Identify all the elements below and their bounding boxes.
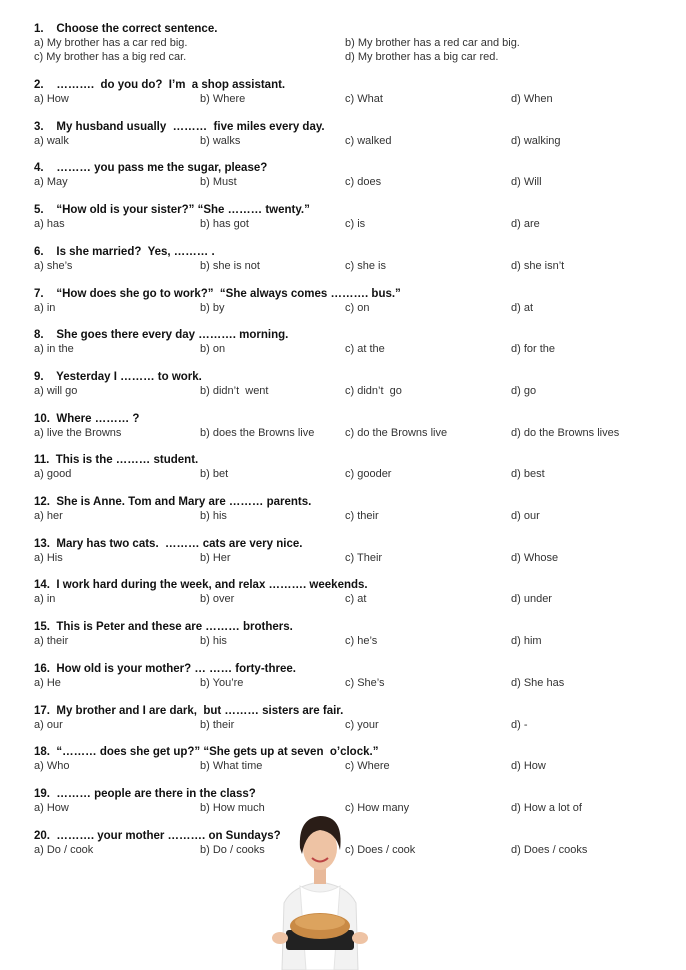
answer-option: b) walks bbox=[200, 134, 241, 147]
answer-option: c) gooder bbox=[345, 468, 392, 481]
question-text: 12. She is Anne. Tom and Mary are ……… parents. bbox=[34, 496, 312, 508]
answer-option: c) is bbox=[345, 218, 366, 231]
answer-option: d) Will bbox=[511, 176, 542, 189]
answer-option: d) Whose bbox=[511, 551, 559, 564]
answer-option: a) in bbox=[34, 301, 56, 314]
answer-option: b) has got bbox=[200, 218, 249, 231]
answer-option: d) do the Browns lives bbox=[511, 426, 620, 439]
answer-option: c) your bbox=[345, 718, 379, 731]
answer-option: d) are bbox=[511, 218, 540, 231]
question-text: 1. Choose the correct sentence. bbox=[34, 23, 218, 35]
answer-option: b) My brother has a red car and big. bbox=[345, 37, 520, 49]
answer-option: d) Does / cooks bbox=[511, 843, 588, 856]
answer-option: b) over bbox=[200, 593, 235, 606]
answer-option: d) our bbox=[511, 510, 540, 522]
answer-option: c) at the bbox=[345, 343, 385, 356]
answer-option: a) good bbox=[34, 468, 72, 481]
answer-option: a) in the bbox=[34, 343, 74, 356]
answer-option: a) has bbox=[34, 218, 65, 231]
answer-option: b) does the Browns live bbox=[200, 426, 315, 439]
answer-option: c) Where bbox=[345, 760, 390, 773]
answer-option: d) - bbox=[511, 718, 528, 731]
answer-option: d) him bbox=[511, 635, 542, 648]
answer-option: a) His bbox=[34, 551, 63, 564]
question-text: 15. This is Peter and these are ……… brothers. bbox=[34, 621, 293, 634]
question-text: 7. “How does she go to work?” “She always comes ………. bus.” bbox=[34, 287, 401, 300]
answer-option: c) My brother has a big red car. bbox=[34, 51, 187, 63]
answer-option: c) didn’t go bbox=[345, 384, 402, 397]
answer-option: d) When bbox=[511, 93, 553, 105]
answer-option: b) by bbox=[200, 301, 225, 314]
answer-option: a) in bbox=[34, 593, 56, 606]
answer-option: d) How a lot of bbox=[511, 801, 582, 814]
answer-option: b) his bbox=[200, 510, 227, 522]
question-text: 19. ……… people are there in the class? bbox=[34, 787, 256, 800]
answer-option: b) Where bbox=[200, 93, 246, 105]
answer-option: c) he’s bbox=[345, 635, 378, 648]
woman-holding-bread-image bbox=[262, 808, 378, 970]
answer-option: d) She has bbox=[511, 676, 565, 689]
question-text: 11. This is the ……… student. bbox=[34, 454, 199, 467]
answer-option: a) My brother has a car red big. bbox=[34, 37, 188, 49]
answer-option: c) on bbox=[345, 301, 370, 314]
answer-option: c) their bbox=[345, 510, 379, 522]
answer-option: a) she’s bbox=[34, 259, 73, 272]
question-text: 16. How old is your mother? … …… forty-three. bbox=[34, 662, 296, 675]
answer-option: a) How bbox=[34, 801, 69, 814]
answer-option: c) walked bbox=[345, 134, 392, 147]
question-text: 6. Is she married? Yes, ……… . bbox=[34, 245, 215, 258]
answer-option: a) Do / cook bbox=[34, 843, 94, 856]
answer-option: c) do the Browns live bbox=[345, 426, 448, 439]
answer-option: b) How much bbox=[200, 801, 265, 814]
answer-option: a) her bbox=[34, 510, 63, 522]
answer-option: c) She’s bbox=[345, 676, 385, 689]
answer-option: b) his bbox=[200, 635, 227, 648]
answer-option: a) will go bbox=[34, 384, 78, 397]
question-text: 13. Mary has two cats. ……… cats are very nice. bbox=[34, 537, 303, 550]
question-text: 18. “……… does she get up?” “She gets up at seven o’clock.” bbox=[34, 746, 379, 759]
answer-option: b) You’re bbox=[200, 676, 244, 689]
answer-option: b) Must bbox=[200, 176, 237, 189]
answer-option: a) walk bbox=[34, 134, 69, 147]
answer-option: b) bet bbox=[200, 468, 229, 481]
answer-option: b) Do / cooks bbox=[200, 843, 265, 856]
question-text: 2. ………. do you do? I’m a shop assistant. bbox=[34, 79, 286, 91]
question-text: 17. My brother and I are dark, but ……… sisters are fair. bbox=[34, 704, 344, 717]
question-text: 14. I work hard during the week, and relax ………. weekends. bbox=[34, 579, 368, 592]
answer-option: c) at bbox=[345, 593, 367, 606]
answer-option: d) she isn’t bbox=[511, 259, 565, 272]
answer-option: a) Who bbox=[34, 760, 70, 773]
answer-option: d) under bbox=[511, 593, 552, 606]
question-text: 20. ………. your mother ………. on Sundays? bbox=[34, 829, 281, 842]
answer-option: d) best bbox=[511, 468, 545, 481]
answer-option: a) May bbox=[34, 176, 68, 189]
answer-option: b) didn’t went bbox=[200, 384, 269, 397]
answer-option: d) go bbox=[511, 384, 537, 397]
answer-option: b) What time bbox=[200, 760, 263, 773]
answer-option: a) How bbox=[34, 93, 69, 105]
answer-option: d) My brother has a big car red. bbox=[345, 51, 499, 63]
answer-option: a) He bbox=[34, 676, 61, 689]
answer-option: d) walking bbox=[511, 134, 561, 147]
answer-option: c) What bbox=[345, 93, 383, 105]
answer-option: a) live the Browns bbox=[34, 426, 122, 439]
answer-option: b) their bbox=[200, 718, 235, 731]
question-text: 9. Yesterday I ……… to work. bbox=[34, 370, 202, 383]
answer-option: d) How bbox=[511, 760, 546, 773]
answer-option: b) on bbox=[200, 343, 226, 356]
answer-option: c) does bbox=[345, 176, 382, 189]
answer-option: c) Their bbox=[345, 551, 383, 564]
answer-option: c) she is bbox=[345, 259, 386, 272]
answer-option: a) their bbox=[34, 635, 69, 648]
answer-option: c) How many bbox=[345, 801, 410, 814]
answer-option: d) at bbox=[511, 301, 534, 314]
question-text: 3. My husband usually ……… five miles every day. bbox=[34, 120, 325, 133]
question-text: 8. She goes there every day ………. morning. bbox=[34, 329, 289, 342]
answer-option: a) our bbox=[34, 718, 63, 731]
answer-option: d) for the bbox=[511, 343, 556, 356]
question-text: 4. ……… you pass me the sugar, please? bbox=[34, 162, 268, 175]
answer-option: b) she is not bbox=[200, 259, 260, 272]
question-text: 10. Where ……… ? bbox=[34, 412, 140, 425]
question-text: 5. “How old is your sister?” “She ……… twenty.” bbox=[34, 204, 310, 217]
answer-option: b) Her bbox=[200, 551, 231, 564]
answer-option: c) Does / cook bbox=[345, 843, 416, 856]
